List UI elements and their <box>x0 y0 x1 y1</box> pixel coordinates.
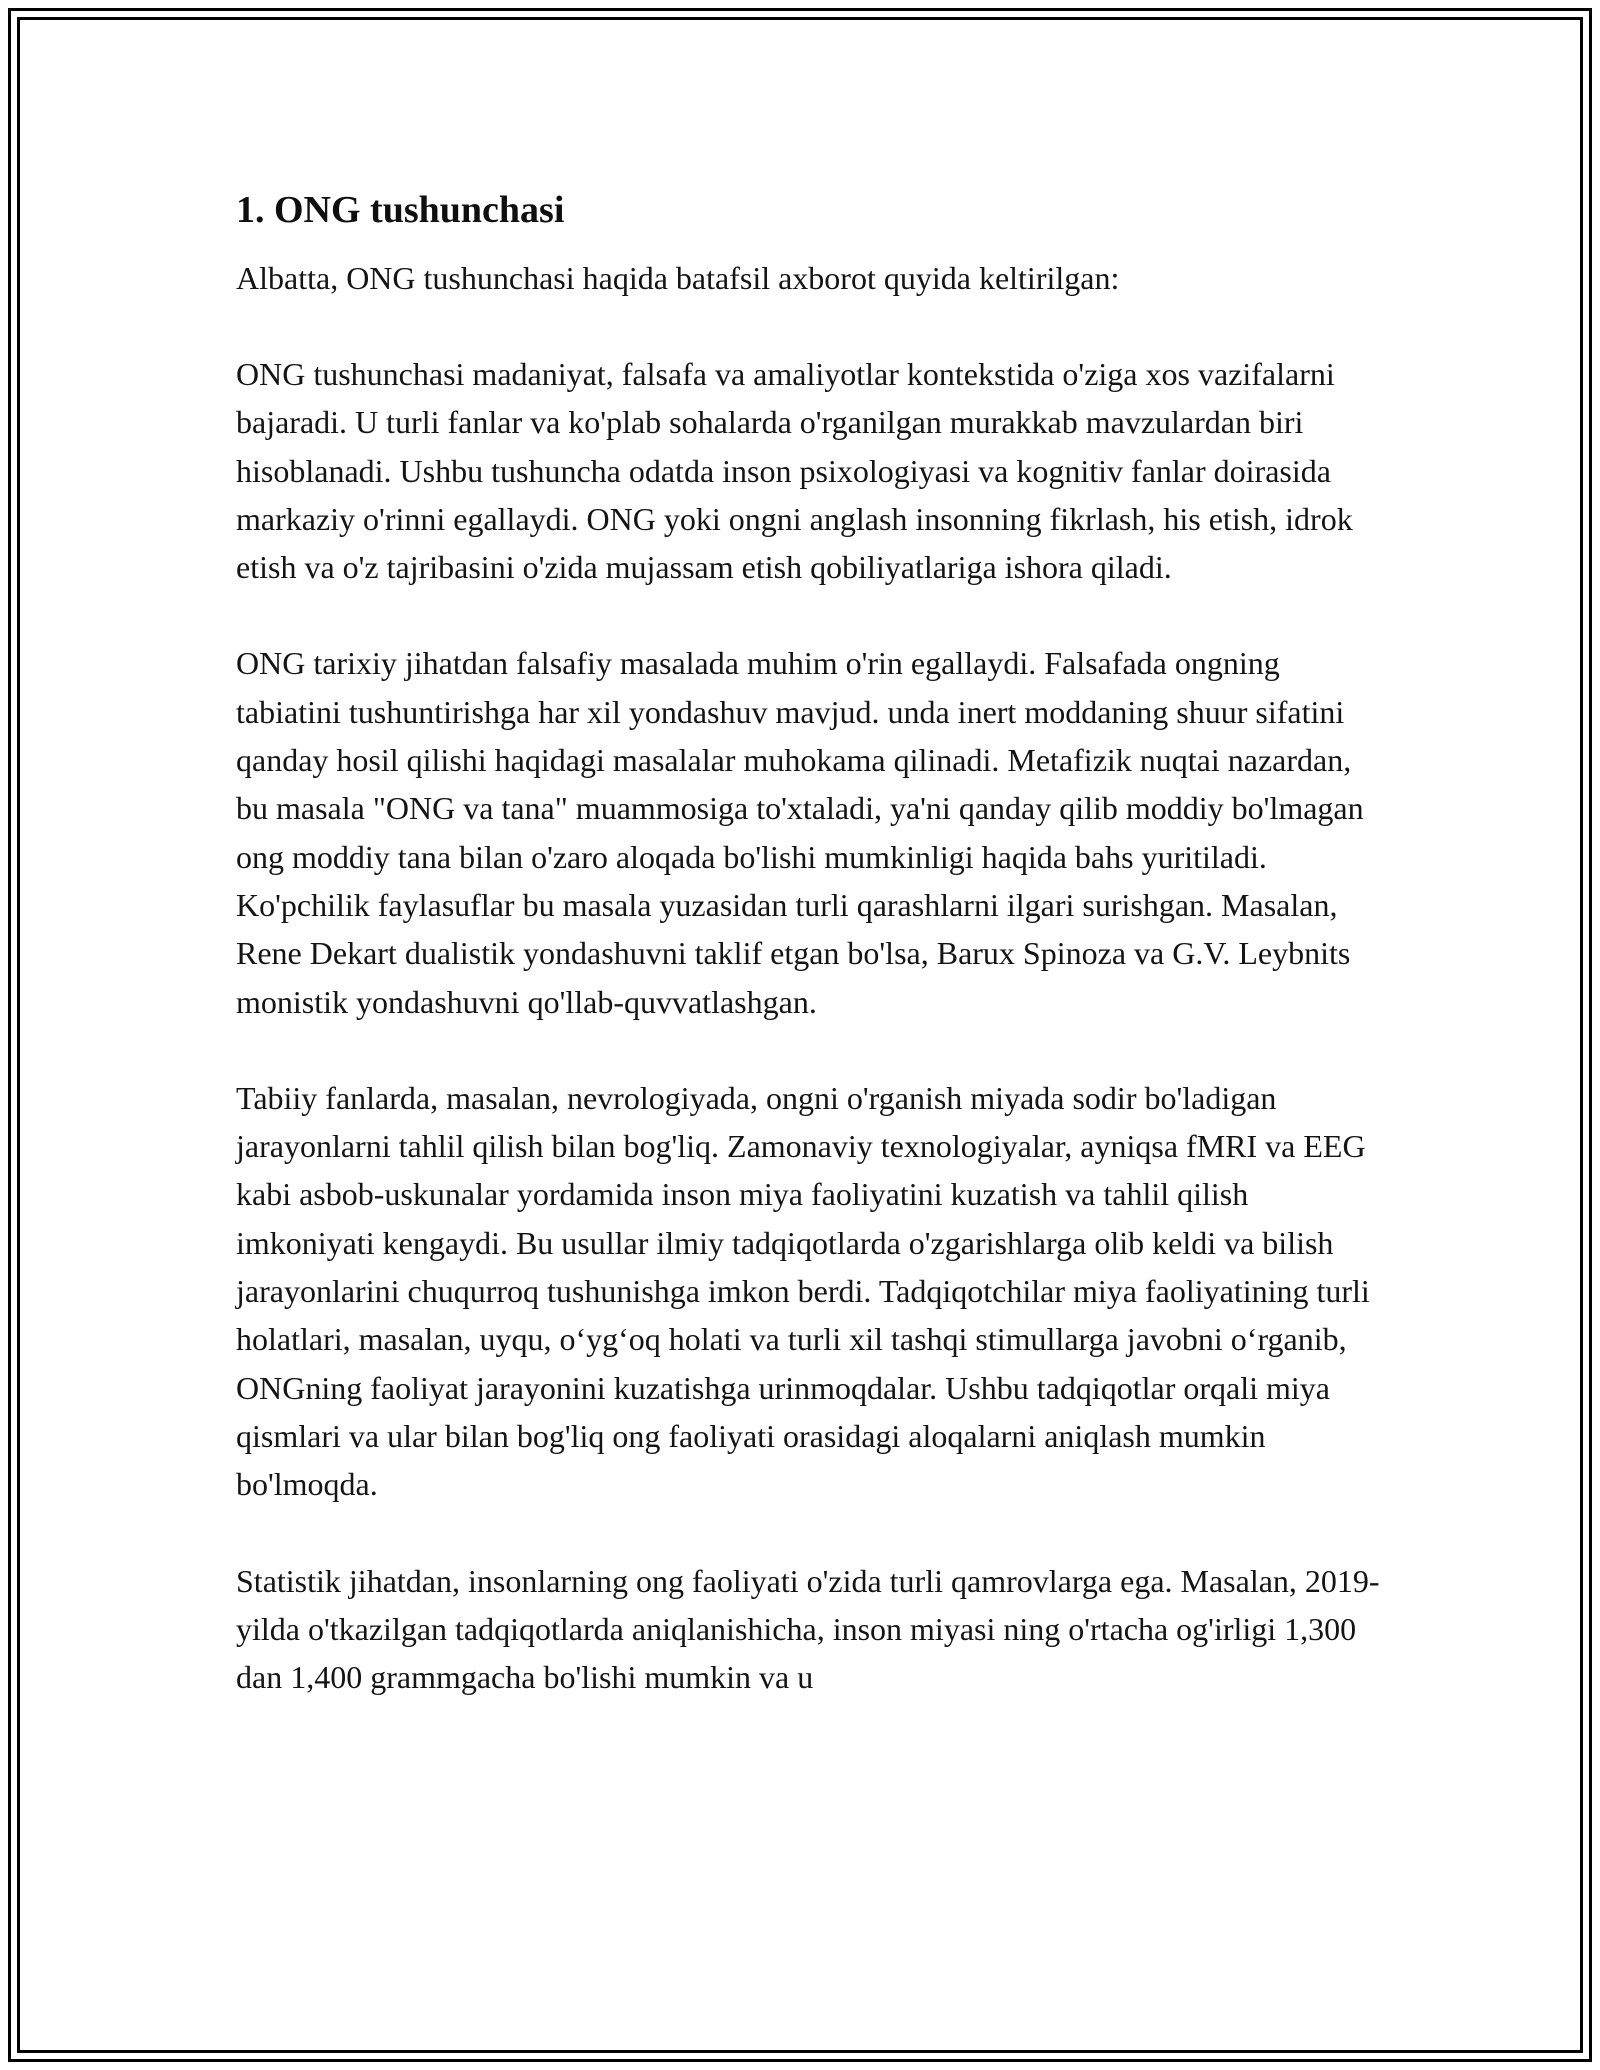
paragraph-philosophy: ONG tarixiy jihatdan falsafiy masalada muhim o'rin egallaydi. Falsafada ongning tabiatini tushuntirishga har xil yondashuv mavjud. unda inert moddaning shuur sifatini qanday hosil qilishi haqidagi masalalar muhokama qilinadi. Metafizik nuqtai nazardan, bu masala "ONG va tana" muammosiga to'xtaladi, ya'ni qanday qilib moddiy bo'lmagan ong moddiy tana bilan o'zaro aloqada bo'lishi mumkinligi haqida bahs yuritiladi. Ko'pchilik faylasuflar bu masala yuzasidan turli qarashlarni ilgari surishgan. Masalan, Rene Dekart dualistik yondashuvni taklif etgan bo'lsa, Barux Spinoza va G.V. Leybnits monistik yondashuvni qo'llab-quvvatlashgan. <box>236 645 1364 1020</box>
paragraph-statistics: Statistik jihatdan, insonlarning ong faoliyati o'zida turli qamrovlarga ega. Masalan, 2019-yilda o'tkazilgan tadqiqotlarda aniqlanishicha, inson miyasi ning o'rtacha og'irligi 1,300 dan 1,400 grammgacha bo'lishi mumkin va u <box>236 1562 1380 1696</box>
paragraph-definition: ONG tushunchasi madaniyat, falsafa va amaliyotlar kontekstida o'ziga xos vazifalarni bajaradi. U turli fanlar va ko'plab sohalarda o'rganilgan murakkab mavzulardan biri hisoblanadi. Ushbu tushuncha odatda inson psixologiyasi va kognitiv fanlar doirasida markaziy o'rinni egallaydi. ONG yoki ongni anglash insonning fikrlash, his etish, idrok etish va o'z tajribasini o'zida mujassam etish qobiliyatlariga ishora qiladi. <box>236 356 1353 586</box>
intro-paragraph: Albatta, ONG tushunchasi haqida batafsil axborot quyida keltirilgan: <box>236 260 1120 296</box>
document-body <box>236 186 1386 1701</box>
paragraph-neuroscience: Tabiiy fanlarda, masalan, nevrologiyada, ongni o'rganish miyada sodir bo'ladigan jarayonlarni tahlil qilish bilan bog'liq. Zamonaviy texnologiyalar, ayniqsa fMRI va EEG kabi asbob-uskunalar yordamida inson miya faoliyatini kuzatish va tahlil qilish imkoniyati kengaydi. Bu usullar ilmiy tadqiqotlarda o'zgarishlarga olib keldi va bilish jarayonlarini chuqurroq tushunishga imkon berdi. Tadqiqotchilar miya faoliyatining turli holatlari, masalan, uyqu, o‘yg‘oq holati va turli xil tashqi stimullarga javobni o‘rganib, ONGning faoliyat jarayonini kuzatishga urinmoqdalar. Ushbu tadqiqotlar orqali miya qismlari va ular bilan bog'liq ong faoliyati orasidagi aloqalarni aniqlash mumkin bo'lmoqda. <box>236 1079 1370 1503</box>
section-heading: 1. ONG tushunchasi <box>236 189 565 231</box>
